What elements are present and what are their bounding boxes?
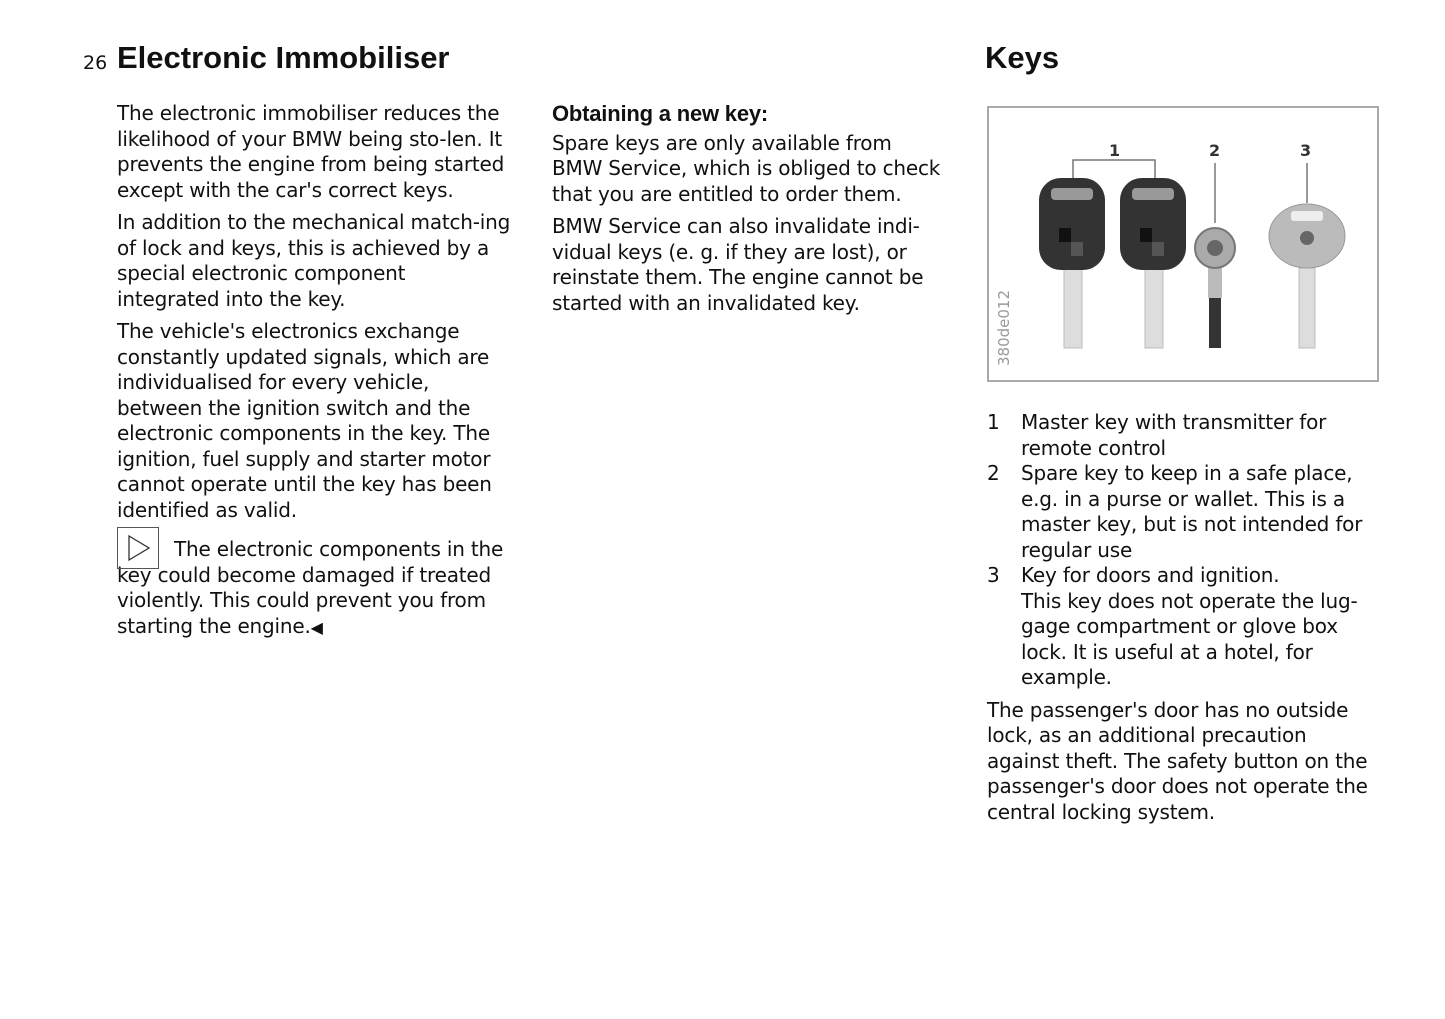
subheading-new-key: Obtaining a new key: [552, 101, 769, 126]
list-item [987, 410, 1382, 461]
caution-note [117, 537, 512, 640]
master-key-icon [1120, 178, 1186, 348]
keys-illustration [989, 108, 1377, 380]
list-text: Key for doors and ignition. This key does not operate the lug-gage compartment or glove box lock. It is useful at a hotel, for example. [1021, 563, 1358, 689]
list-number: 1 [987, 410, 1000, 434]
new-key-column [552, 101, 947, 323]
list-text: Master key with transmitter for remote control [1021, 410, 1327, 460]
paragraph: The vehicle's electronics exchange constantly updated signals, which are individualised for every vehicle, between the ignition switch and the electronic components in the key. The ignition, fuel supply and starter motor cannot operate until the key has been identified as valid. [117, 319, 492, 522]
figure-code: 380de012 [995, 289, 1013, 366]
section-title-immobiliser: Electronic Immobiliser [117, 40, 450, 75]
figure-label-1: 1 [1109, 141, 1121, 160]
paragraph: The passenger's door has no outside lock, as an additional precaution against theft. The safety button on the passenger's door does not operate the central locking system. [987, 697, 1368, 824]
page-number: 26 [83, 52, 108, 74]
section-title-keys: Keys [985, 40, 1060, 75]
door-key-icon [1269, 204, 1345, 348]
list-number: 2 [987, 461, 1000, 485]
immobiliser-column [117, 101, 512, 640]
paragraph: BMW Service can also invalidate indi-vidual keys (e. g. if they are lost), or reinstate them. The engine cannot be started with an invalidated key. [552, 214, 924, 315]
list-item [987, 563, 1382, 691]
master-key-icon [1039, 178, 1105, 348]
list-text: Spare key to keep in a safe place, e.g. in a purse or wallet. This is a master key, but is not intended for regular use [1021, 461, 1363, 562]
paragraph: Spare keys are only available from BMW Service, which is obliged to check that you are entitled to order them. [552, 130, 941, 206]
figure-label-2: 2 [1209, 141, 1221, 160]
note-triangle-icon [117, 527, 159, 569]
note-text: The electronic components in the key could become damaged if treated violently. This could prevent you from starting the engine. [117, 537, 504, 638]
spare-key-icon [1195, 228, 1235, 348]
list-item [987, 461, 1382, 563]
keys-column [987, 410, 1382, 832]
key-list [987, 410, 1382, 691]
end-mark-icon: ◀ [310, 617, 323, 637]
keys-figure [987, 106, 1379, 382]
paragraph: The electronic immobiliser reduces the likelihood of your BMW being sto-len. It prevents the engine from being started except with the car's correct keys. [117, 101, 505, 202]
list-number: 3 [987, 563, 1000, 587]
figure-label-3: 3 [1300, 141, 1312, 160]
paragraph: In addition to the mechanical match-ing of lock and keys, this is achieved by a special electronic component integrated into the key. [117, 210, 511, 311]
